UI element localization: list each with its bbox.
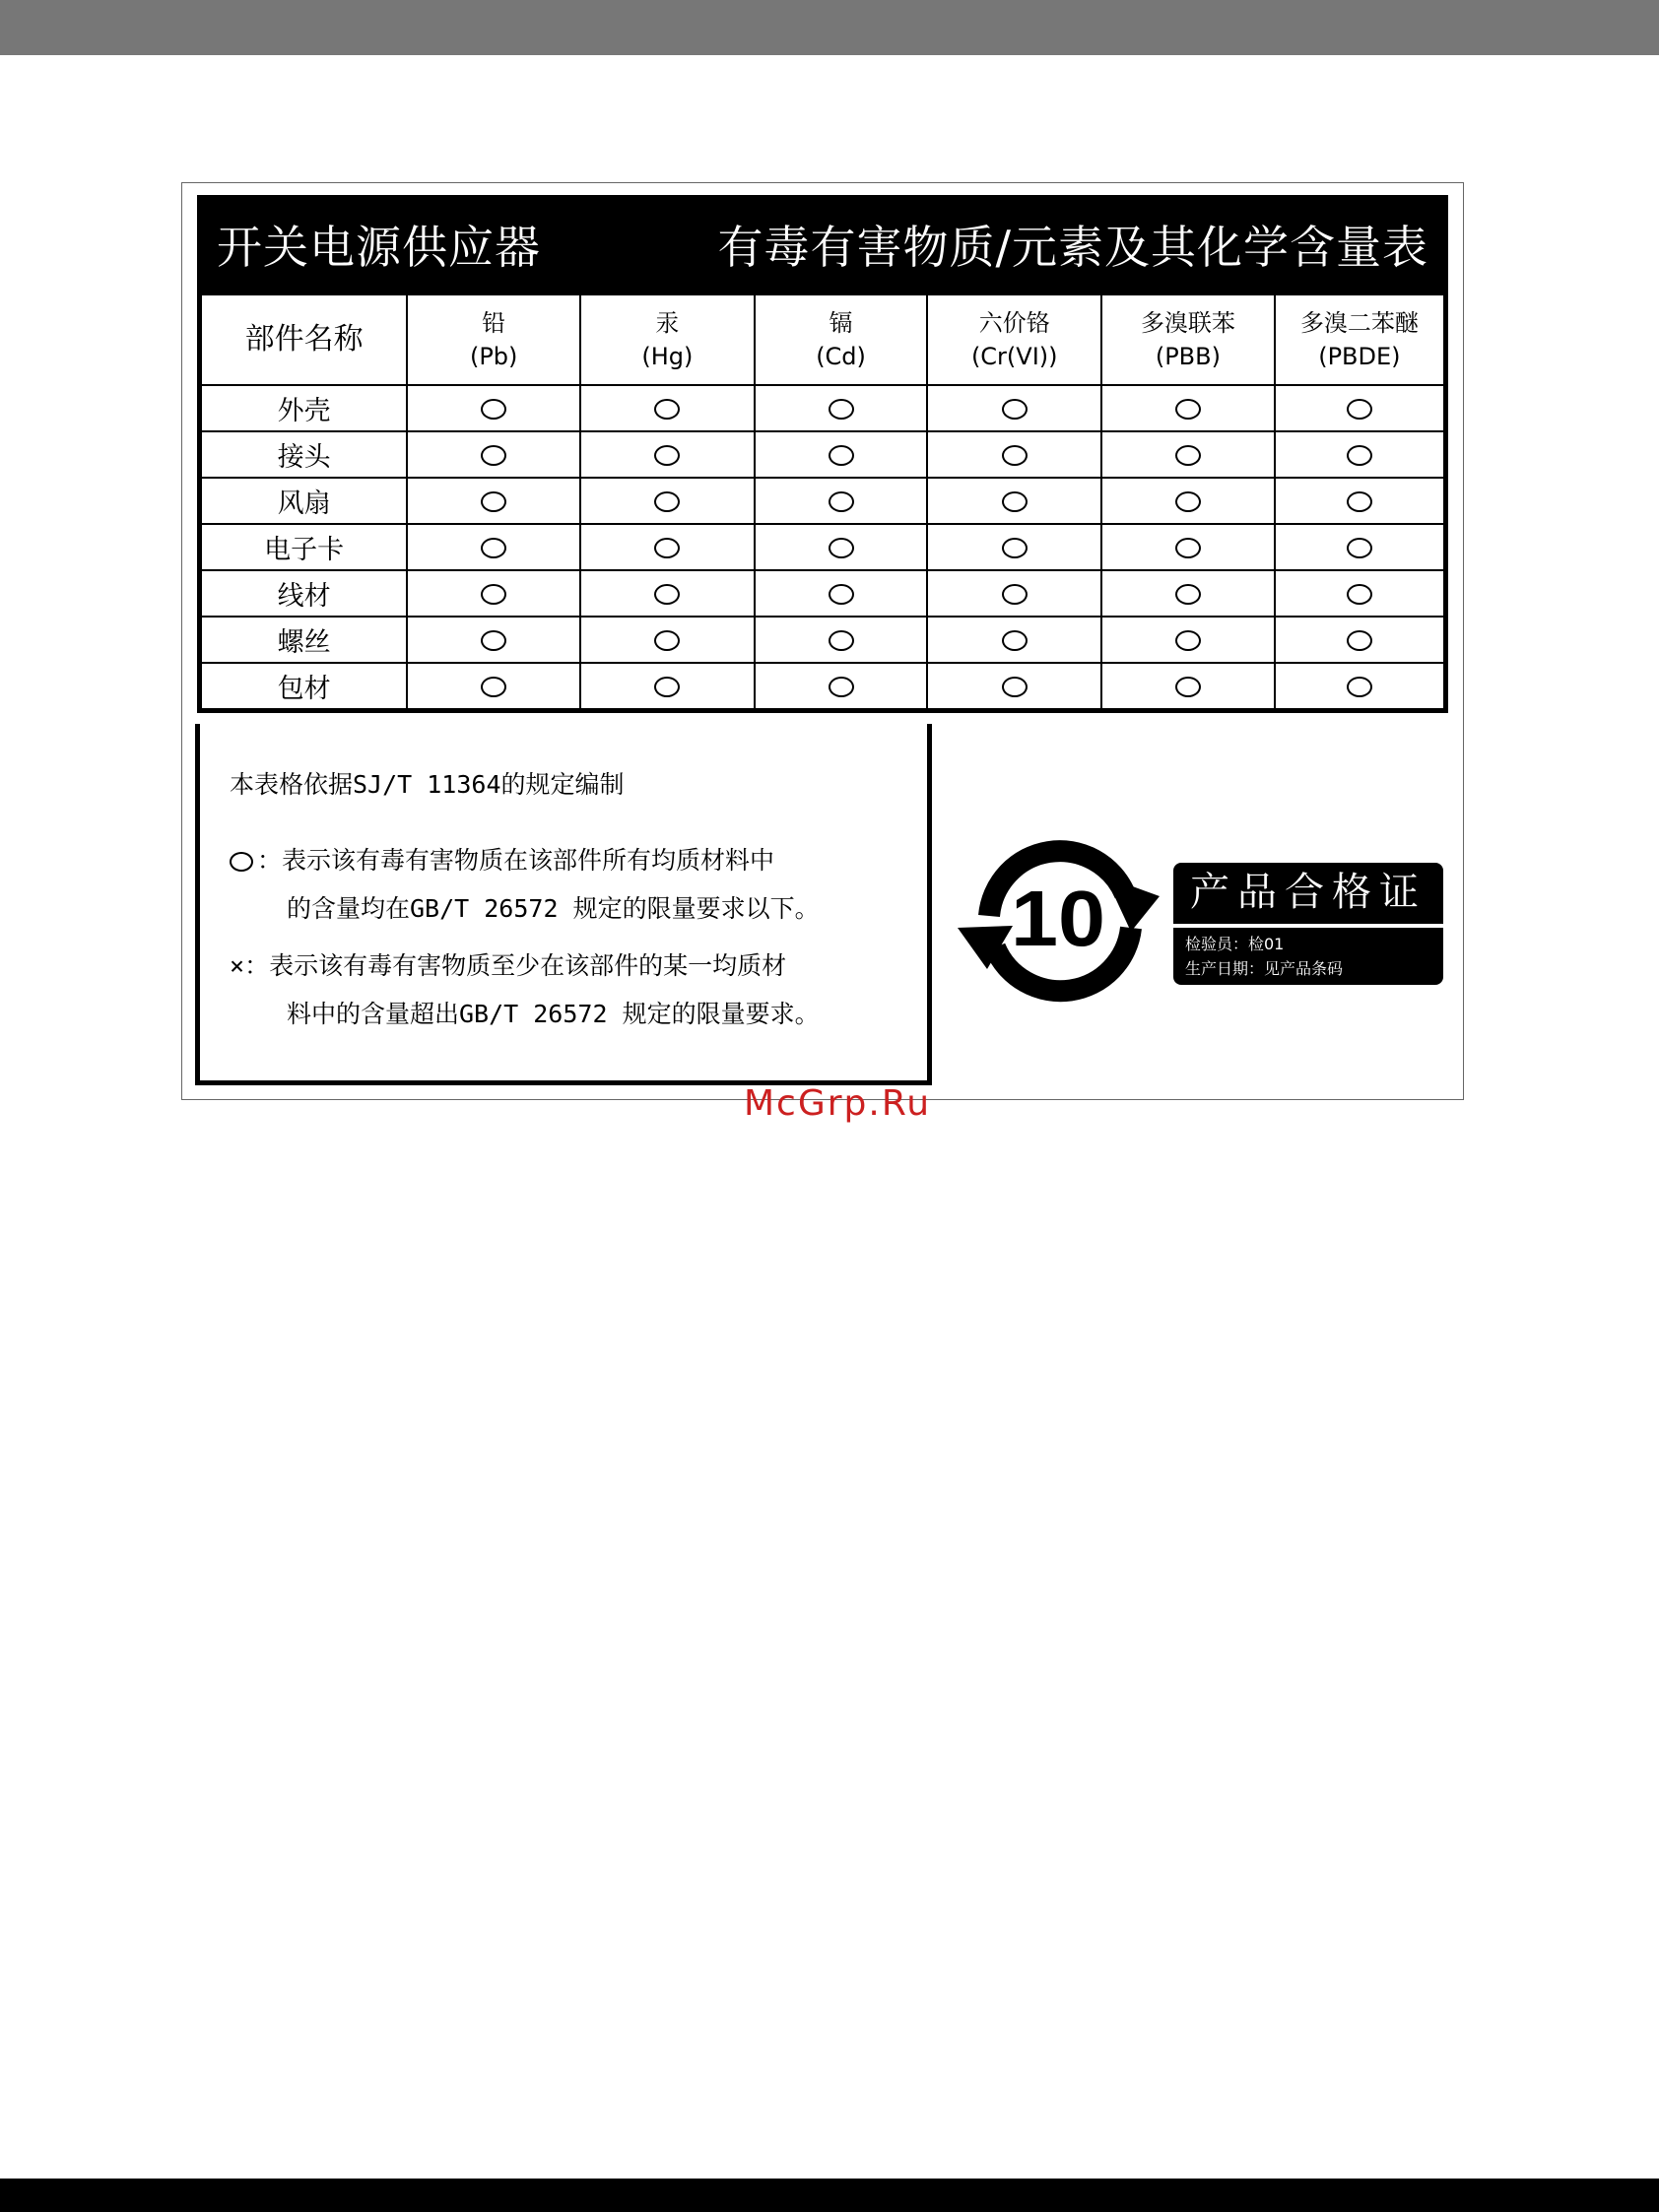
product-certificate bbox=[1173, 863, 1443, 985]
compliant-circle-icon bbox=[1175, 445, 1201, 466]
certificate-title: 产品合格证 bbox=[1190, 870, 1427, 915]
substance-cell bbox=[1101, 524, 1275, 570]
column-name: 镉 bbox=[829, 309, 853, 337]
legend-cross-text-2: 料中的含量超出GB/T 26572 规定的限量要求。 bbox=[287, 1000, 820, 1028]
compliant-circle-icon bbox=[1175, 538, 1201, 558]
hazardous-substance-table bbox=[197, 293, 1448, 713]
substance-cell bbox=[755, 524, 928, 570]
substance-cell bbox=[927, 617, 1101, 663]
certificate-divider bbox=[1173, 924, 1443, 928]
compliant-circle-icon bbox=[1175, 584, 1201, 605]
compliant-circle-icon bbox=[1347, 584, 1372, 605]
legend-basis: 本表格依据SJ/T 11364的规定编制 bbox=[230, 770, 625, 799]
substance-cell bbox=[1275, 570, 1446, 617]
legend-circle-text-1: ：表示该有毒有害物质在该部件所有均质材料中 bbox=[257, 846, 775, 875]
compliant-circle-icon bbox=[829, 491, 854, 512]
substance-cell bbox=[1275, 524, 1446, 570]
table-header-row bbox=[200, 294, 1446, 385]
substance-cell bbox=[580, 524, 755, 570]
compliant-circle-icon bbox=[1002, 399, 1028, 420]
column-header-pbde bbox=[1275, 294, 1446, 385]
compliant-circle-icon bbox=[1347, 630, 1372, 651]
part-name-header: 部件名称 bbox=[200, 294, 408, 385]
compliant-circle-icon bbox=[654, 538, 680, 558]
compliant-circle-icon bbox=[1175, 491, 1201, 512]
compliant-circle-icon bbox=[1002, 584, 1028, 605]
part-name-cell: 电子卡 bbox=[200, 524, 408, 570]
part-name-cell: 接头 bbox=[200, 431, 408, 478]
substance-cell bbox=[580, 431, 755, 478]
substance-cell bbox=[927, 524, 1101, 570]
compliant-circle-icon bbox=[654, 584, 680, 605]
table-row bbox=[200, 617, 1446, 663]
column-name: 六价铬 bbox=[978, 309, 1050, 337]
substance-cell bbox=[927, 570, 1101, 617]
compliant-circle-icon bbox=[1347, 677, 1372, 697]
title-banner bbox=[197, 195, 1448, 293]
substance-cell bbox=[1101, 570, 1275, 617]
substance-cell bbox=[1275, 478, 1446, 524]
substance-cell bbox=[580, 570, 755, 617]
substance-cell bbox=[1101, 478, 1275, 524]
compliant-circle-icon bbox=[654, 445, 680, 466]
column-symbol: (PBDE) bbox=[1318, 343, 1401, 370]
substance-cell bbox=[1275, 617, 1446, 663]
compliant-circle-icon bbox=[654, 677, 680, 697]
substance-cell bbox=[1275, 385, 1446, 431]
substance-cell bbox=[407, 663, 580, 711]
watermark: McGrp.Ru bbox=[743, 1083, 932, 1124]
substance-cell bbox=[1101, 617, 1275, 663]
compliant-circle-icon bbox=[1002, 538, 1028, 558]
substance-cell bbox=[580, 385, 755, 431]
compliant-circle-icon bbox=[654, 399, 680, 420]
substance-cell bbox=[927, 385, 1101, 431]
substance-cell bbox=[1101, 431, 1275, 478]
substance-cell bbox=[407, 617, 580, 663]
table-row bbox=[200, 570, 1446, 617]
substance-cell bbox=[755, 617, 928, 663]
compliant-circle-icon bbox=[829, 538, 854, 558]
table-row bbox=[200, 663, 1446, 711]
compliant-circle-icon bbox=[1347, 399, 1372, 420]
substance-cell bbox=[1101, 663, 1275, 711]
table-body bbox=[200, 385, 1446, 711]
certificate-production-date: 生产日期：见产品条码 bbox=[1185, 959, 1344, 978]
compliant-circle-icon bbox=[481, 445, 506, 466]
efup-recycle-icon bbox=[958, 837, 1162, 1007]
substance-cell bbox=[580, 478, 755, 524]
title-table-name: 有毒有害物质/元素及其化学含量表 bbox=[717, 221, 1428, 274]
substance-cell bbox=[580, 663, 755, 711]
part-name-cell: 线材 bbox=[200, 570, 408, 617]
part-name-cell: 外壳 bbox=[200, 385, 408, 431]
compliant-circle-icon bbox=[829, 630, 854, 651]
substance-cell bbox=[407, 431, 580, 478]
column-name: 多溴联苯 bbox=[1140, 309, 1235, 337]
compliant-circle-icon bbox=[829, 584, 854, 605]
compliant-circle-icon bbox=[829, 399, 854, 420]
column-name: 汞 bbox=[655, 309, 680, 337]
column-name: 铅 bbox=[482, 309, 506, 337]
part-name-cell: 风扇 bbox=[200, 478, 408, 524]
column-symbol: (PBB) bbox=[1155, 343, 1221, 370]
compliant-circle-icon bbox=[1347, 538, 1372, 558]
legend-cross-row bbox=[230, 946, 786, 982]
column-header-pb bbox=[407, 294, 580, 385]
compliant-circle-icon bbox=[1002, 445, 1028, 466]
compliant-circle-icon bbox=[1347, 491, 1372, 512]
bottom-bar bbox=[0, 2179, 1659, 2212]
compliant-circle-icon bbox=[1175, 677, 1201, 697]
legend-box bbox=[195, 724, 932, 1085]
title-product: 开关电源供应器 bbox=[217, 221, 541, 274]
substance-cell bbox=[755, 385, 928, 431]
substance-cell bbox=[1101, 385, 1275, 431]
column-header-pbb bbox=[1101, 294, 1275, 385]
substance-cell bbox=[927, 663, 1101, 711]
legend-circle-row bbox=[230, 841, 774, 877]
substance-cell bbox=[755, 570, 928, 617]
top-bar bbox=[0, 0, 1659, 55]
substance-cell bbox=[407, 570, 580, 617]
substance-cell bbox=[1275, 663, 1446, 711]
compliant-circle-icon bbox=[481, 538, 506, 558]
column-header-cr6 bbox=[927, 294, 1101, 385]
substance-cell bbox=[1275, 431, 1446, 478]
compliant-circle-icon bbox=[481, 491, 506, 512]
table-row bbox=[200, 431, 1446, 478]
column-symbol: (Pb) bbox=[469, 343, 518, 370]
compliant-circle-icon bbox=[654, 491, 680, 512]
compliant-circle-icon bbox=[481, 399, 506, 420]
circle-symbol-icon bbox=[230, 852, 253, 872]
compliant-circle-icon bbox=[829, 445, 854, 466]
column-name: 多溴二苯醚 bbox=[1299, 309, 1419, 337]
legend-cross-text-1: ：表示该有毒有害物质至少在该部件的某一均质材 bbox=[244, 951, 787, 980]
compliant-circle-icon bbox=[1002, 677, 1028, 697]
table-row bbox=[200, 524, 1446, 570]
substance-cell bbox=[407, 524, 580, 570]
cross-symbol-icon: × bbox=[230, 951, 245, 980]
substance-cell bbox=[407, 385, 580, 431]
part-name-cell: 螺丝 bbox=[200, 617, 408, 663]
table-row bbox=[200, 385, 1446, 431]
table-row bbox=[200, 478, 1446, 524]
compliant-circle-icon bbox=[1002, 491, 1028, 512]
column-header-hg bbox=[580, 294, 755, 385]
certificate-inspector: 检验员：检01 bbox=[1185, 935, 1285, 953]
substance-cell bbox=[927, 431, 1101, 478]
compliant-circle-icon bbox=[1002, 630, 1028, 651]
column-symbol: (Hg) bbox=[641, 343, 694, 370]
substance-cell bbox=[407, 478, 580, 524]
substance-cell bbox=[927, 478, 1101, 524]
substance-cell bbox=[580, 617, 755, 663]
legend-circle-text-2: 的含量均在GB/T 26572 规定的限量要求以下。 bbox=[287, 894, 820, 923]
column-symbol: (Cr(VI)) bbox=[970, 343, 1058, 370]
compliant-circle-icon bbox=[1175, 399, 1201, 420]
substance-cell bbox=[755, 663, 928, 711]
substance-cell bbox=[755, 478, 928, 524]
logo-number: 10 bbox=[1011, 875, 1105, 962]
compliant-circle-icon bbox=[481, 677, 506, 697]
part-name-cell: 包材 bbox=[200, 663, 408, 711]
compliant-circle-icon bbox=[481, 584, 506, 605]
compliant-circle-icon bbox=[829, 677, 854, 697]
compliant-circle-icon bbox=[481, 630, 506, 651]
column-header-cd bbox=[755, 294, 928, 385]
compliant-circle-icon bbox=[654, 630, 680, 651]
column-symbol: (Cd) bbox=[816, 343, 866, 370]
compliant-circle-icon bbox=[1175, 630, 1201, 651]
compliant-circle-icon bbox=[1347, 445, 1372, 466]
substance-cell bbox=[755, 431, 928, 478]
